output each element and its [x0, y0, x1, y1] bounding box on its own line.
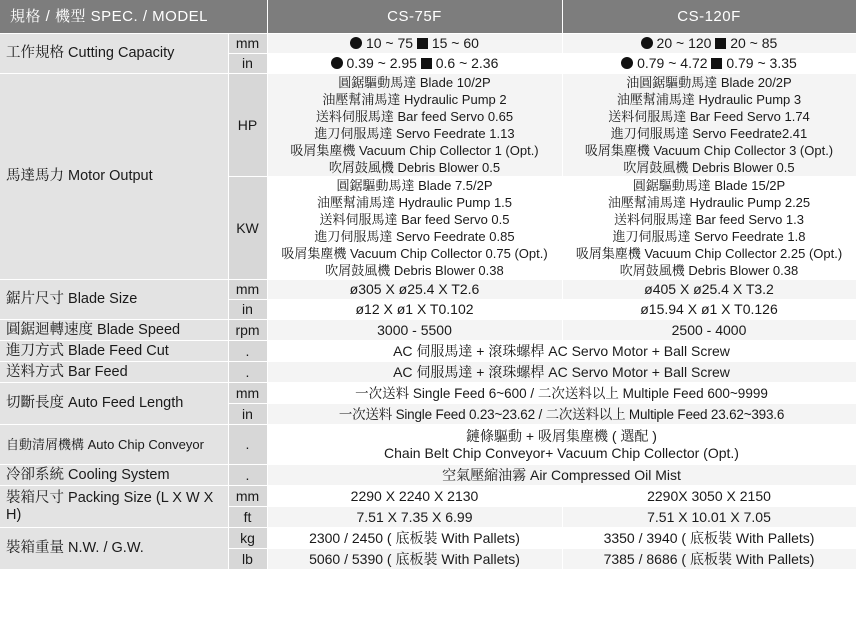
blade-size-mm-cs120f: ø405 X ø25.4 X T3.2: [562, 280, 856, 300]
packing-mm-cs75f: 2290 X 2240 X 2130: [267, 486, 562, 507]
cooling-value: 空氣壓縮油霧 Air Compressed Oil Mist: [267, 465, 856, 486]
round-bar-icon: [331, 57, 343, 69]
packing-ft-cs75f: 7.51 X 7.35 X 6.99: [267, 507, 562, 528]
motor-kw-cs120f: 圓鋸驅動馬達 Blade 15/2P 油壓幫浦馬達 Hydraulic Pump 2.25 送料伺服馬達 Bar feed Servo 1.3 進刀伺服馬達 Servo Feedrate 1.8 吸屑集塵機 Vacuum Chip Collector 2.25 (Opt.) 吹屑鼓風機 Debris Blower 0.38: [562, 177, 856, 280]
unit-cell: ft: [228, 507, 267, 528]
bar-feed-row: [0, 362, 856, 383]
weight-kg-cs75f: 2300 / 2450 ( 底板裝 With Pallets): [267, 528, 562, 549]
cutting-mm-cs75f: 10 ~ 75 15 ~ 60: [267, 34, 562, 54]
unit-cell: in: [228, 404, 267, 425]
weight-kg-row: [0, 528, 856, 549]
unit-cell: .: [228, 425, 267, 465]
packing-size-label: 裝箱尺寸 Packing Size (L X W X H): [0, 486, 228, 528]
blade-size-in-cs120f: ø15.94 X ø1 X T0.126: [562, 300, 856, 320]
packing-mm-row: [0, 486, 856, 507]
feed-length-mm-value: 一次送料 Single Feed 6~600 / 二次送料以上 Multiple Feed 600~9999: [267, 383, 856, 404]
chip-conveyor-row: [0, 425, 856, 465]
cutting-mm-cs120f: 20 ~ 120 20 ~ 85: [562, 34, 856, 54]
bar-feed-label: 送料方式 Bar Feed: [0, 362, 228, 383]
weight-lb-cs75f: 5060 / 5390 ( 底板裝 With Pallets): [267, 549, 562, 570]
blade-size-mm-cs75f: ø305 X ø25.4 X T2.6: [267, 280, 562, 300]
square-bar-icon: [421, 58, 432, 69]
unit-cell: kg: [228, 528, 267, 549]
square-bar-icon: [715, 38, 726, 49]
unit-cell: KW: [228, 177, 267, 280]
cooling-label: 冷卻系統 Cooling System: [0, 465, 228, 486]
blade-feed-label: 進刀方式 Blade Feed Cut: [0, 341, 228, 362]
model-header-cs75f: CS-75F: [267, 0, 562, 34]
blade-feed-row: [0, 341, 856, 362]
model-header-cs120f: CS-120F: [562, 0, 856, 34]
unit-cell: .: [228, 465, 267, 486]
unit-cell: in: [228, 54, 267, 74]
cutting-mm-row: [0, 34, 856, 54]
blade-speed-label: 圓鋸迴轉速度 Blade Speed: [0, 320, 228, 341]
blade-size-in-cs75f: ø12 X ø1 X T0.102: [267, 300, 562, 320]
unit-cell: HP: [228, 74, 267, 177]
feed-length-label: 切斷長度 Auto Feed Length: [0, 383, 228, 425]
motor-output-label: 馬達馬力 Motor Output: [0, 74, 228, 280]
weight-lb-cs120f: 7385 / 8686 ( 底板裝 With Pallets): [562, 549, 856, 570]
blade-size-mm-row: [0, 280, 856, 300]
weight-kg-cs120f: 3350 / 3940 ( 底板裝 With Pallets): [562, 528, 856, 549]
square-bar-icon: [417, 38, 428, 49]
packing-mm-cs120f: 2290X 3050 X 2150: [562, 486, 856, 507]
unit-cell: mm: [228, 383, 267, 404]
chip-conveyor-value: 鏈條驅動 + 吸屑集塵機 ( 選配 ) Chain Belt Chip Conveyor+ Vacuum Chip Collector (Opt.): [267, 425, 856, 465]
motor-kw-cs75f: 圓鋸驅動馬達 Blade 7.5/2P 油壓幫浦馬達 Hydraulic Pump 1.5 送料伺服馬達 Bar feed Servo 0.5 進刀伺服馬達 Servo Feedrate 0.85 吸屑集塵機 Vacuum Chip Collector 0.75 (Opt.) 吹屑鼓風機 Debris Blower 0.38: [267, 177, 562, 280]
motor-hp-row: [0, 74, 856, 177]
cutting-capacity-label: 工作規格 Cutting Capacity: [0, 34, 228, 74]
unit-cell: mm: [228, 486, 267, 507]
cutting-in-cs120f: 0.79 ~ 4.72 0.79 ~ 3.35: [562, 54, 856, 74]
blade-speed-cs120f: 2500 - 4000: [562, 320, 856, 341]
chip-conveyor-label: 自動清屑機構 Auto Chip Conveyor: [0, 425, 228, 465]
round-bar-icon: [641, 37, 653, 49]
cooling-row: [0, 465, 856, 486]
unit-cell: .: [228, 362, 267, 383]
unit-cell: in: [228, 300, 267, 320]
spec-model-header: 規格 / 機型 SPEC. / MODEL: [0, 0, 267, 34]
unit-cell: lb: [228, 549, 267, 570]
round-bar-icon: [621, 57, 633, 69]
bar-feed-value: AC 伺服馬達 + 滾珠螺桿 AC Servo Motor + Ball Screw: [267, 362, 856, 383]
weight-label: 裝箱重量 N.W. / G.W.: [0, 528, 228, 570]
cutting-in-cs75f: 0.39 ~ 2.95 0.6 ~ 2.36: [267, 54, 562, 74]
feed-length-in-value: 一次送料 Single Feed 0.23~23.62 / 二次送料以上 Multiple Feed 23.62~393.6: [267, 404, 856, 425]
feed-length-mm-row: [0, 383, 856, 404]
square-bar-icon: [711, 58, 722, 69]
blade-size-label: 鋸片尺寸 Blade Size: [0, 280, 228, 320]
unit-cell: rpm: [228, 320, 267, 341]
unit-cell: .: [228, 341, 267, 362]
motor-hp-cs120f: 油圓鋸驅動馬達 Blade 20/2P 油壓幫浦馬達 Hydraulic Pump 3 送料伺服馬達 Bar Feed Servo 1.74 進刀伺服馬達 Servo Feedrate2.41 吸屑集塵機 Vacuum Chip Collector 3 (Opt.) 吹屑鼓風機 Debris Blower 0.5: [562, 74, 856, 177]
blade-speed-cs75f: 3000 - 5500: [267, 320, 562, 341]
header-row: [0, 0, 856, 34]
blade-speed-row: [0, 320, 856, 341]
packing-ft-cs120f: 7.51 X 10.01 X 7.05: [562, 507, 856, 528]
motor-hp-cs75f: 圓鋸驅動馬達 Blade 10/2P 油壓幫浦馬達 Hydraulic Pump 2 送料伺服馬達 Bar feed Servo 0.65 進刀伺服馬達 Servo Feedrate 1.13 吸屑集塵機 Vacuum Chip Collector 1 (Opt.) 吹屑鼓風機 Debris Blower 0.5: [267, 74, 562, 177]
round-bar-icon: [350, 37, 362, 49]
blade-feed-value: AC 伺服馬達 + 滾珠螺桿 AC Servo Motor + Ball Screw: [267, 341, 856, 362]
unit-cell: mm: [228, 280, 267, 300]
unit-cell: mm: [228, 34, 267, 54]
